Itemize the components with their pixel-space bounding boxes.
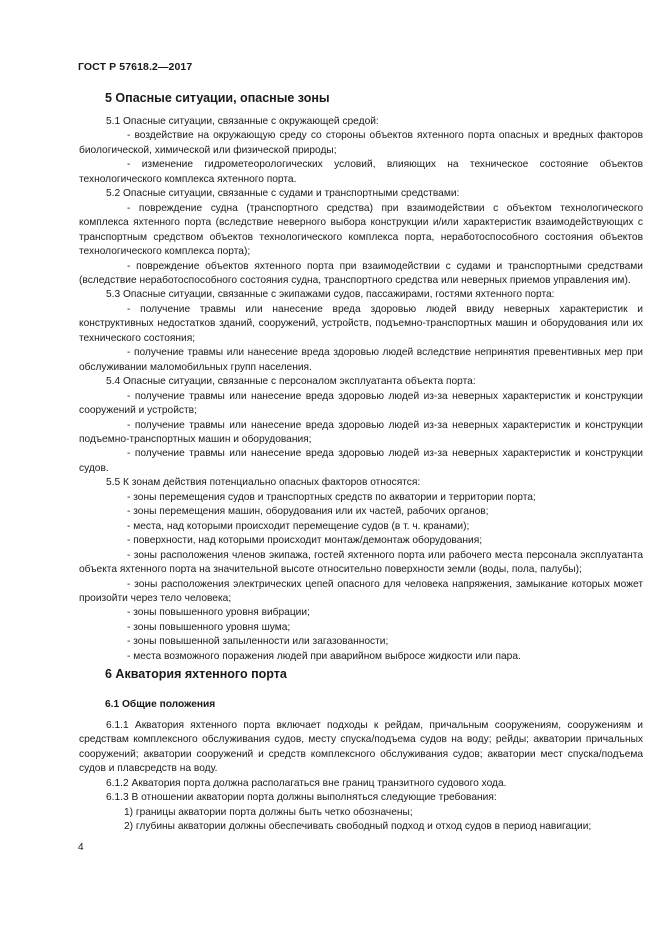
list-item: - изменение гидрометеорологических условий, влияющих на техническое состояние объектов технологического комплекса яхтенного порта. bbox=[79, 159, 643, 185]
list-item: - места, над которыми происходит перемещение судов (в т. ч. кранами); bbox=[127, 520, 470, 532]
list-item: - зоны повышенного уровня вибрации; bbox=[127, 607, 310, 619]
list-item: - повреждение судна (транспортного средства) при взаимодействии с объектом технологического комплекса яхтенного порта (вследствие неверного выбора конструкции и/или характеристик взаимодействующих с транспортным средством объектов технологического комплекса порта, неработоспособного состояния объектов технологического комплекса порта); bbox=[79, 202, 643, 258]
paragraph-5-5: 5.5 К зонам действия потенциально опасных факторов относятся: bbox=[106, 477, 421, 489]
list-item: - зоны повышенного уровня шума; bbox=[127, 621, 291, 633]
standard-header: ГОСТ Р 57618.2—2017 bbox=[78, 61, 193, 73]
section-5-body bbox=[79, 115, 643, 664]
paragraph-6-1-1: 6.1.1 Акватория яхтенного порта включает подходы к рейдам, причальным сооружениям, сооружениям и средствам комплексного обслуживания судов, месту спуска/подъема судов на воду; рейды; акватории причальных сооружений; акватории сооружений и средств комплексного обслуживания судов; акватории мест спуска/подъема судов и плавсредств на воду. bbox=[79, 720, 643, 775]
paragraph-5-3: 5.3 Опасные ситуации, связанные с экипажами судов, пассажирами, гостями яхтенного порта: bbox=[106, 289, 555, 301]
section-6-body bbox=[79, 719, 643, 835]
list-item: - повреждение объектов яхтенного порта при взаимодействии с судами и транспортными средствами (вследствие неработоспособного состояния судна, транспортного средства или неверных приемов управления им). bbox=[79, 260, 643, 286]
list-item: 2) глубины акватории должны обеспечивать свободный подход и отход судов в период навигации; bbox=[124, 821, 592, 833]
list-item: - получение травмы или нанесение вреда здоровью людей из-за неверных характеристик и конструкции сооружений и устройств; bbox=[79, 390, 643, 417]
paragraph-6-1-2: 6.1.2 Акватория порта должна располагаться вне границ транзитного судового хода. bbox=[106, 777, 507, 789]
list-item: - получение травмы или нанесение вреда здоровью людей ввиду неверных характеристик и конструктивных недостатков зданий, сооружений, устройств, подъемно-транспортных машин и оборудования или их технического состояния; bbox=[79, 303, 643, 344]
section-5-title: 5 Опасные ситуации, опасные зоны bbox=[105, 91, 330, 105]
page-number: 4 bbox=[78, 842, 84, 853]
list-item: - зоны перемещения машин, оборудования или их частей, рабочих органов; bbox=[127, 506, 489, 518]
list-item: - зоны расположения членов экипажа, гостей яхтенного порта или рабочего места персонала эксплуатанта объекта яхтенного порта на значительной высоте относительно поверхности земли (воды, пола, палубы); bbox=[79, 549, 643, 576]
subsection-6-1-title: 6.1 Общие положения bbox=[105, 699, 216, 710]
list-item: - места возможного поражения людей при аварийном выбросе жидкости или пара. bbox=[127, 650, 521, 662]
list-item: - поверхности, над которыми происходит монтаж/демонтаж оборудования; bbox=[127, 535, 483, 547]
paragraph-5-2: 5.2 Опасные ситуации, связанные с судами и транспортными средствами: bbox=[106, 188, 460, 200]
list-item: - получение травмы или нанесение вреда здоровью людей из-за неверных характеристик и конструкции подъемно-транспортных машин и оборудования; bbox=[79, 419, 643, 445]
paragraph-5-4: 5.4 Опасные ситуации, связанные с персоналом эксплуатанта объекта порта: bbox=[106, 376, 476, 388]
list-item: - зоны расположения электрических цепей опасного для человека напряжения, замыкание которых может произойти через тело человека; bbox=[79, 578, 643, 604]
section-6-title: 6 Акватория яхтенного порта bbox=[105, 667, 287, 681]
list-item: - воздействие на окружающую среду со стороны объектов яхтенного порта опасных и вредных факторов биологической, химической или физической природы; bbox=[79, 130, 643, 156]
paragraph-5-1: 5.1 Опасные ситуации, связанные с окружающей средой: bbox=[106, 116, 379, 127]
list-item: - получение травмы или нанесение вреда здоровью людей вследствие непринятия превентивных мер при обслуживании маломобильных групп населения. bbox=[79, 347, 643, 373]
list-item: - зоны повышенной запыленности или загазованности; bbox=[127, 636, 389, 648]
list-item: 1) границы акватории порта должны быть четко обозначены; bbox=[124, 806, 413, 818]
paragraph-6-1-3: 6.1.3 В отношении акватории порта должны выполняться следующие требования: bbox=[106, 792, 497, 804]
list-item: - получение травмы или нанесение вреда здоровью людей из-за неверных характеристик и конструкции судов. bbox=[79, 448, 643, 474]
list-item: - зоны перемещения судов и транспортных средств по акватории и территории порта; bbox=[127, 491, 536, 503]
